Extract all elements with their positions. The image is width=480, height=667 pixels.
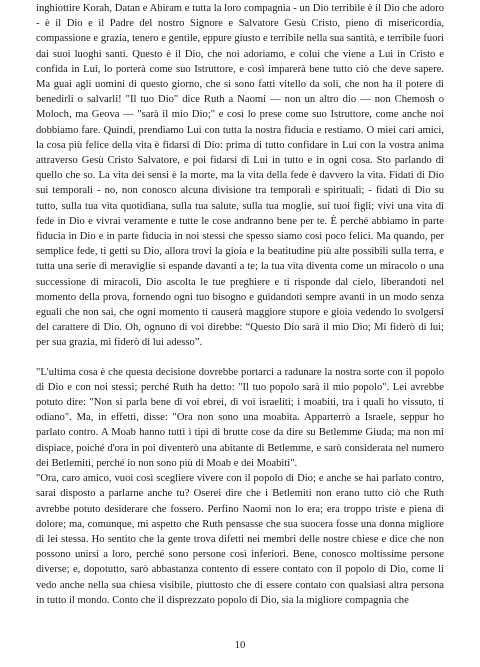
paragraph: inghiottire Korah, Datan e Abiram e tutta la loro compagnia - un Dio terribile è il Dio che adoro - è il Dio e il Padre del nostro Signore e Salvatore Gesù Cristo, pieno di misericordia, compassione e grazia, tenero e gentile, eppure giusto e terribile nella sua santità, e terribile fuori dai suoi luoghi santi. Questo è il Dio, che noi adoriamo, e colui che viene a Lui in Cristo e confida in Lui, lo porterà come suo Istruttore, e così imparerà bene tutto ciò che deve sapere. Ma guai agli uomini di questo giorno, che si sono fatti vitello da soli, che non ha il potere di benedirli o salvarli! "Il tuo Dio" dice Ruth a Naomi — non un altro dio — non Chemosh o Moloch, ma Geova — "sarà il mio Dio;" e così lo prese come suo Istruttore, come anche noi dobbiamo fare. Quindi, prendiamo Lui con tutta la nostra fiducia e restiamo. O miei cari amici, la cosa più felice della vita è fidarsi di Dio: prima di tutto confidare in Lui con la vostra anima attraverso Gesù Cristo Salvatore, e poi fidarsi di Lui in tutto e in ogni cosa. Sto parlando di quello che so. La vita dei sensi è la morte, ma la vita della fede è davvero la vita. Fidati di Dio sui temporali - no, non conosco alcuna divisione tra temporali e spirituali; - fidati di Dio su tutto, sulla tua vita quotidiana, sulla tua salute, sulla tua moglie, sui tuoi figli; vivi una vita di fede in Dio e vivrai veramente e tutte le cose andranno bene per te. È perché abbiamo in parte fiducia in Dio e in parte fiducia in noi stessi che spesso siamo così poco felici. Ma quando, per semplice fede, ti getti su Dio, allora trovi la gioia e la beatitudine più alte possibili sulla terra, e tutta una serie di meraviglie si espande davanti a te; la tua vita diventa come un miracolo o una successione di miracoli, Dio ascolta le tue preghiere e ti risponde dal cielo, liberandoti nel momento della prova, fornendo ogni tuo bisogno e guidandoti sempre avanti in un modo senza eguali che non sai, che ogni momento ti causerà maggiore stupore e gioia vedendo lo svolgersi del carattere di Dio. Oh, ognuno di voi direbbe: “Questo Dio sarà il mio Dio; Mi fiderò di lui; per sua grazia, mi fiderò di lui adesso”.: [36, 3, 444, 349]
page-number: 10: [234, 640, 246, 651]
paragraph: "Ora, caro amico, vuoi così scegliere vivere con il popolo di Dio; e anche se hai parlato contro, sarai disposto a parlarne anche tu? Oserei dire che i Betlemiti non erano tutto ciò che Ruth avrebbe potuto desiderare che fossero. Perfino Naomi non lo era; era troppo triste e piena di dolore; ma, comunque, mi aspetto che Ruth pensasse che sua suocera fosse una donna migliore di lei stessa. Ho sentito che la gente trova difetti nei membri delle nostre chiese e dice che non possono unirsi a loro, perché sono persone così inferiori. Bene, conosco moltissime persone diverse; e, dopotutto, sarò abbastanza contento di essere contato con il popolo di Dio, come li vedo anche nella sua chiesa visibile, piuttosto che di essere contato con qualsiasi altra persona in tutto il mondo. Conto che il disprezzato popolo di Dio, sia la migliore compagnia che: [36, 473, 444, 606]
document-page: [36, 0, 444, 667]
paragraph: "L'ultima cosa è che questa decisione dovrebbe portarci a radunare la nostra sorte con il popolo di Dio e con noi stessi; perché Ruth ha detto: "Il tuo popolo sarà il mio popolo". Lei avrebbe potuto dire: "Non si parla bene di voi ebrei, di voi israeliti; i moabiti, tra i quali ho vissuto, ti odiano". Ma, in effetti, disse: "Ora non sono una moabita. Apparterrò a Israele, seppur ho parlato contro. A Moab hanno tutti i tipi di brutte cose da dire su Betlemme Giuda; ma non mi dispiace, poiché d'ora in poi diventerò una abitante di Betlemme, e sarò considerata nel numero dei Betlemiti, perché io non sono più di Moab e dei Moabiti".: [36, 366, 444, 469]
